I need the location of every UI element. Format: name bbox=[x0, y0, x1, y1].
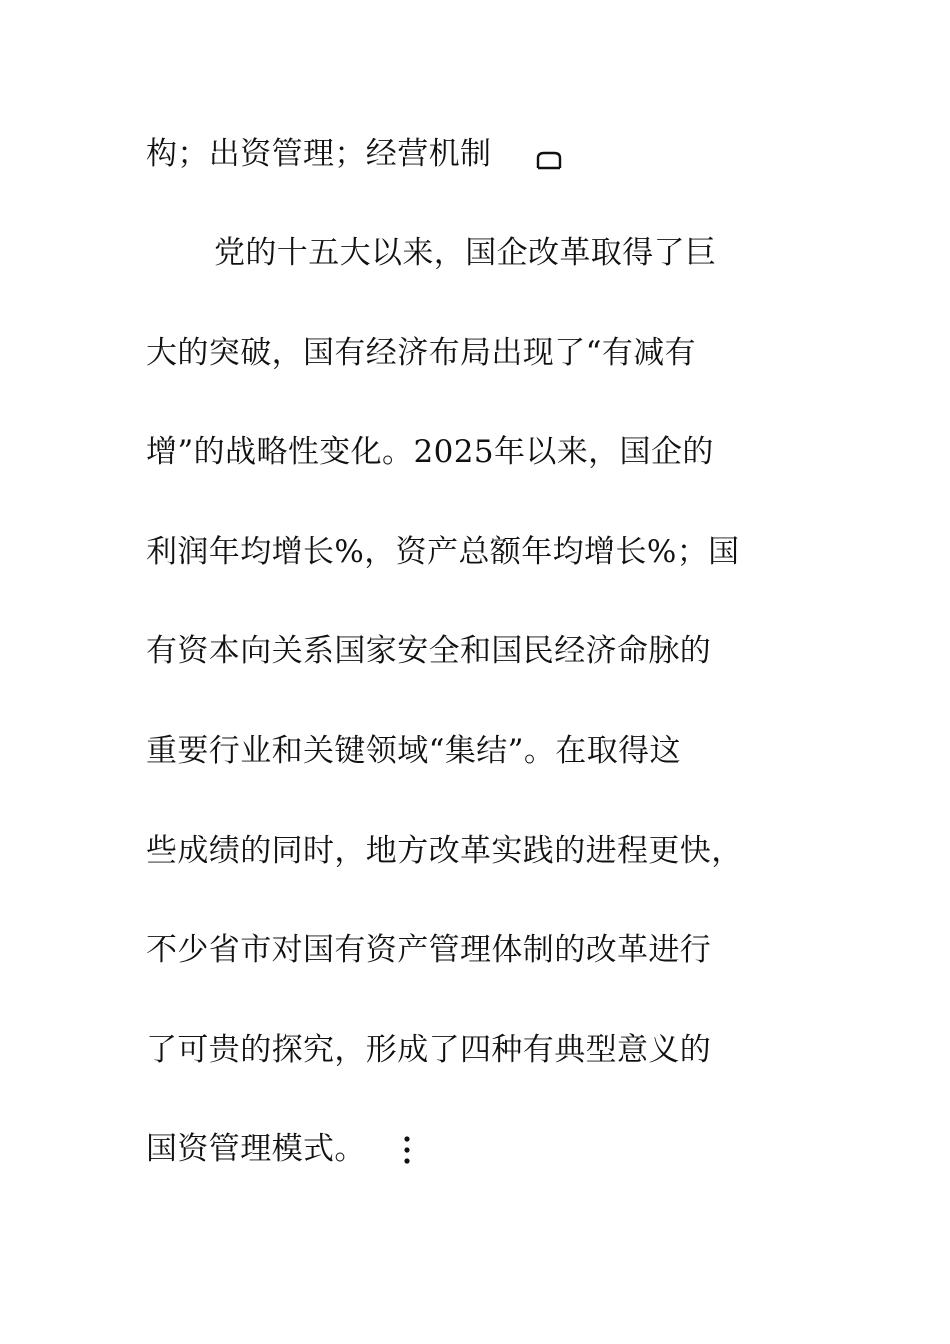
text-line-11: 国资管理模式。 bbox=[146, 1131, 366, 1167]
vertical-ellipsis-icon bbox=[400, 1132, 414, 1166]
text-line-3: 大的突破，国有经济布局出现了“有减有 bbox=[146, 335, 697, 371]
text-line-8: 些成绩的同时，地方改革实践的进程更快， bbox=[146, 833, 743, 869]
text-line-2: 党的十五大以来，国企改革取得了巨 bbox=[214, 235, 717, 271]
text-line-10: 了可贵的探究，形成了四种有典型意义的 bbox=[146, 1032, 712, 1068]
text-line-7: 重要行业和关键领域“集结”。在取得这 bbox=[146, 733, 681, 769]
text-line-9: 不少省市对国有资产管理体制的改革进行 bbox=[146, 932, 712, 968]
text-line-6: 有资本向关系国家安全和国民经济命脉的 bbox=[146, 633, 712, 669]
text-line-5: 利润年均增长%，资产总额年均增长%；国 bbox=[146, 534, 740, 570]
text-line-1: 构；出资管理；经营机制 bbox=[146, 136, 492, 172]
cursor-mark-icon bbox=[536, 150, 562, 170]
text-line-4: 增”的战略性变化。2025年以来，国企的 bbox=[146, 434, 714, 470]
